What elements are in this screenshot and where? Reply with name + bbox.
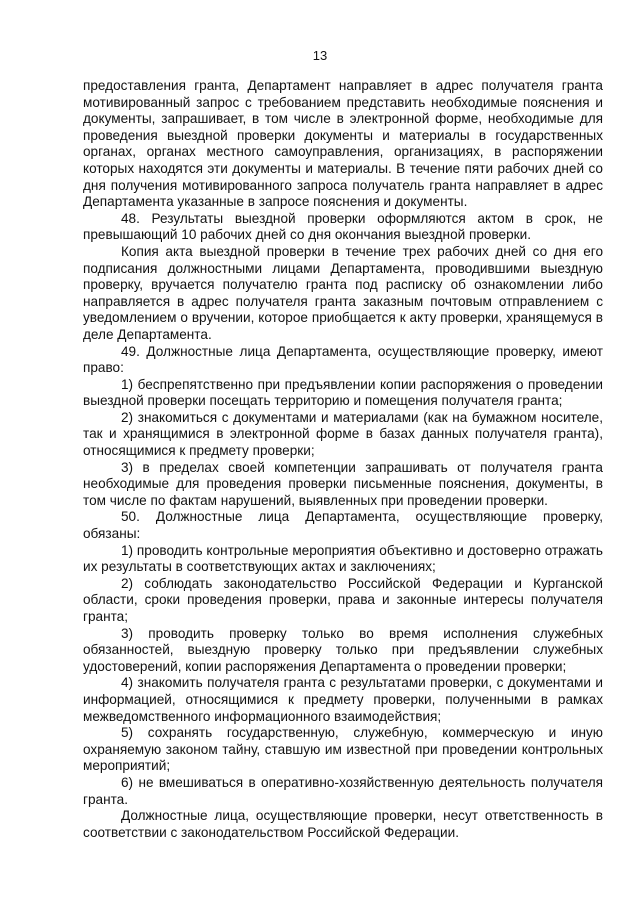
list-item-right-3: 3) в пределах своей компетенции запрашивать от получателя гранта необходимые для проведения проверки письменные пояснения, документы, в том числе по фактам нарушений, выявленных при проведении проверки. [83,459,603,508]
list-item-duty-2: 2) соблюдать законодательство Российской Федерации и Курганской области, сроки проведения проверки, права и законные интересы получателя гранта; [83,575,603,624]
list-item-duty-6: 6) не вмешиваться в оперативно-хозяйственную деятельность получателя гранта. [83,774,603,807]
paragraph-grant-request-continuation: предоставления гранта, Департамент направляет в адрес получателя гранта мотивированный запрос с требованием представить необходимые пояснения и документы, запрашивает, в том числе в электронной форме, необходимые для проведения выездной проверки документы и материалы в государственных органах, органах местного самоуправления, организациях, в распоряжении которых находятся эти документы и материалы. В течение пяти рабочих дней со дня получения мотивированного запроса получатель гранта направляет в адрес Департамента указанные в запросе пояснения и документы. [83,78,603,210]
list-item-right-2: 2) знакомиться с документами и материалами (как на бумажном носителе, так и хранящимися в электронной форме в базах данных получателя гранта), относящимися к предмету проверки; [83,409,603,459]
list-item-duty-4: 4) знакомить получателя гранта с результатами проверки, с документами и информацией, относящимися к предмету проверки, полученными в рамках межведомственного информационного взаимодействия; [83,675,603,724]
document-body [83,78,603,841]
paragraph-48-inspection-act: 48. Результаты выездной проверки оформляются актом в срок, не превышающий 10 рабочих дней со дня окончания выездной проверки. [83,210,603,243]
paragraph-49-rights-intro: 49. Должностные лица Департамента, осуществляющие проверку, имеют право: [83,343,603,376]
list-item-right-1: 1) беспрепятственно при предъявлении копии распоряжения о проведении выездной проверки посещать территорию и помещения получателя гранта; [83,376,603,409]
paragraph-50-duties-intro: 50. Должностные лица Департамента, осуществляющие проверку, обязаны: [83,509,603,542]
list-item-duty-5: 5) сохранять государственную, служебную, коммерческую и иную охраняемую законом тайну, ставшую им известной при проведении контрольных мероприятий; [83,725,603,774]
page-number: 13 [312,48,328,63]
paragraph-responsibility: Должностные лица, осуществляющие проверки, несут ответственность в соответствии с законодательством Российской Федерации. [83,808,603,840]
list-item-duty-3: 3) проводить проверку только во время исполнения служебных обязанностей, выездную проверку только при предъявлении служебных удостоверений, копии распоряжения Департамента о проведении проверки; [83,625,603,674]
paragraph-act-copy-delivery: Копия акта выездной проверки в течение трех рабочих дней со дня его подписания должностными лицами Департамента, проводившими выездную проверку, вручается получателю гранта под расписку об ознакомлении либо направляется в адрес получателя гранта заказным почтовым отправлением с уведомлением о вручении, которое приобщается к акту проверки, хранящемуся в деле Департамента. [83,243,603,342]
list-item-duty-1: 1) проводить контрольные мероприятия объективно и достоверно отражать их результаты в соответствующих актах и заключениях; [83,542,603,575]
